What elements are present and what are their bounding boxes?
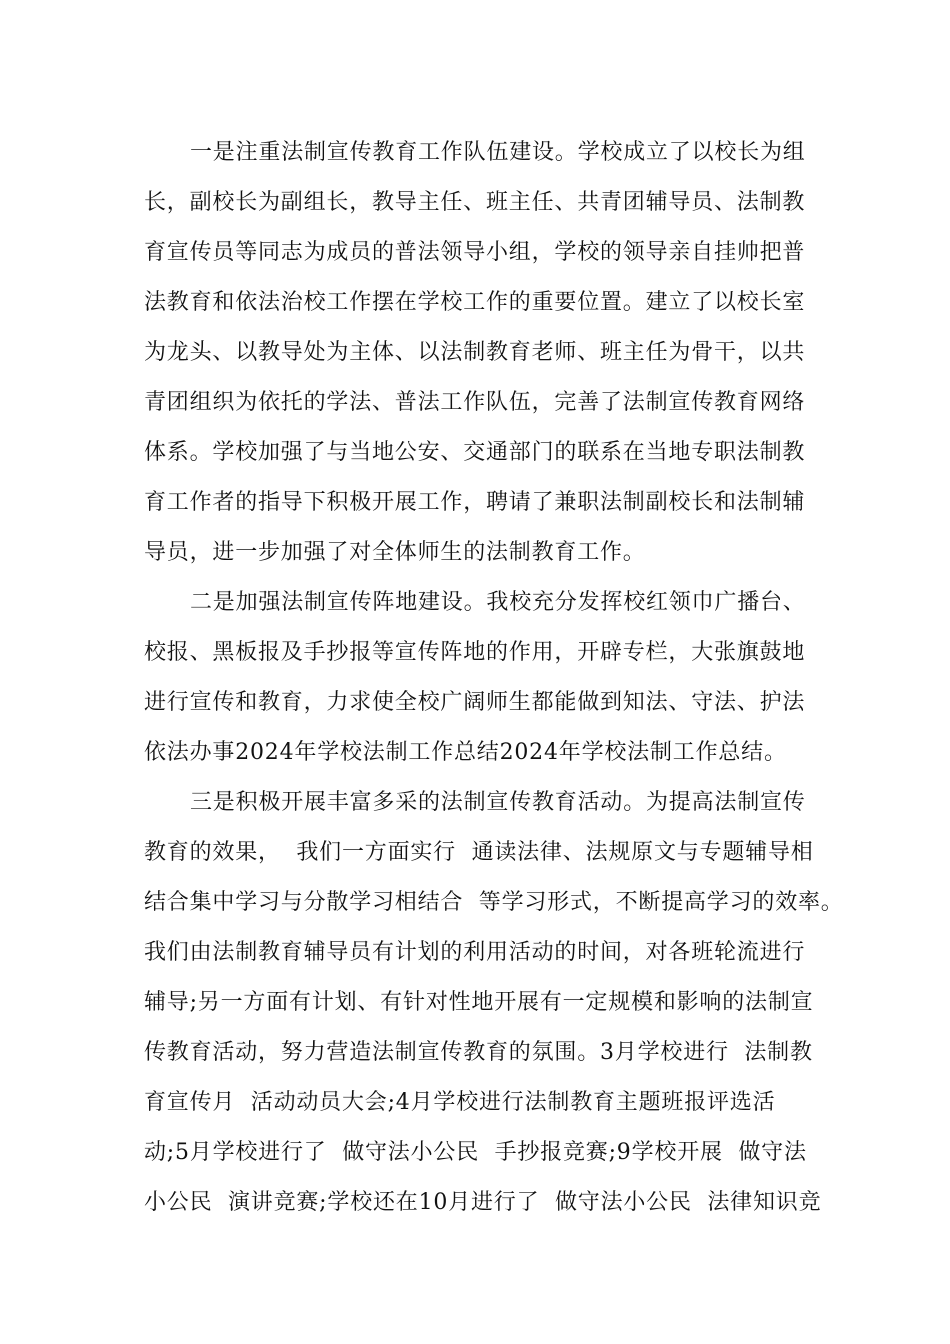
paragraph-1-line-9: 导员，进一步加强了对全体师生的法制教育工作。 (144, 540, 646, 565)
paragraph-2-line-3: 进行宣传和教育，力求使全校广阔师生都能做到知法、守法、护法 (144, 690, 806, 715)
paragraph-1-line-1: 一是注重法制宣传教育工作队伍建设。学校成立了以校长为组 (190, 140, 806, 165)
paragraph-3-line-7: 育宣传月 活动动员大会;4月学校进行法制教育主题班报评选活 (144, 1090, 776, 1115)
paragraph-1-line-7: 体系。学校加强了与当地公安、交通部门的联系在当地专职法制教 (144, 440, 806, 465)
paragraph-3-line-6: 传教育活动，努力营造法制宣传教育的氛围。3月学校进行 法制教 (144, 1040, 813, 1065)
paragraph-2-line-4: 依法办事2024年学校法制工作总结2024年学校法制工作总结。 (144, 740, 787, 765)
paragraph-3-line-1: 三是积极开展丰富多采的法制宣传教育活动。为提高法制宣传 (190, 790, 806, 815)
paragraph-3-line-5: 辅导;另一方面有计划、有针对性地开展有一定规模和影响的法制宣 (144, 990, 814, 1015)
paragraph-3-line-4: 我们由法制教育辅导员有计划的利用活动的时间，对各班轮流进行 (144, 940, 806, 965)
paragraph-1-line-2: 长，副校长为副组长，教导主任、班主任、共青团辅导员、法制教 (144, 190, 806, 215)
paragraph-1-line-6: 青团组织为依托的学法、普法工作队伍，完善了法制宣传教育网络 (144, 390, 806, 415)
paragraph-3-line-8: 动;5月学校进行了 做守法小公民 手抄报竞赛;9学校开展 做守法 (144, 1140, 807, 1165)
paragraph-1-line-3: 育宣传员等同志为成员的普法领导小组，学校的领导亲自挂帅把普 (144, 240, 806, 265)
paragraph-2-line-1: 二是加强法制宣传阵地建设。我校充分发挥校红领巾广播台、 (190, 590, 806, 615)
paragraph-1-line-5: 为龙头、以教导处为主体、以法制教育老师、班主任为骨干，以共 (144, 340, 806, 365)
paragraph-2-line-2: 校报、黑板报及手抄报等宣传阵地的作用，开辟专栏，大张旗鼓地 (144, 640, 806, 665)
paragraph-1-line-8: 育工作者的指导下积极开展工作，聘请了兼职法制副校长和法制辅 (144, 490, 806, 515)
paragraph-3-line-3: 结合集中学习与分散学习相结合 等学习形式，不断提高学习的效率。 (144, 890, 844, 915)
paragraph-3-line-2: 教育的效果， 我们一方面实行 通读法律、法规原文与专题辅导相 (144, 840, 814, 865)
paragraph-3-line-9: 小公民 演讲竞赛;学校还在10月进行了 做守法小公民 法律知识竞 (144, 1190, 822, 1215)
paragraph-1-line-4: 法教育和依法治校工作摆在学校工作的重要位置。建立了以校长室 (144, 290, 806, 315)
